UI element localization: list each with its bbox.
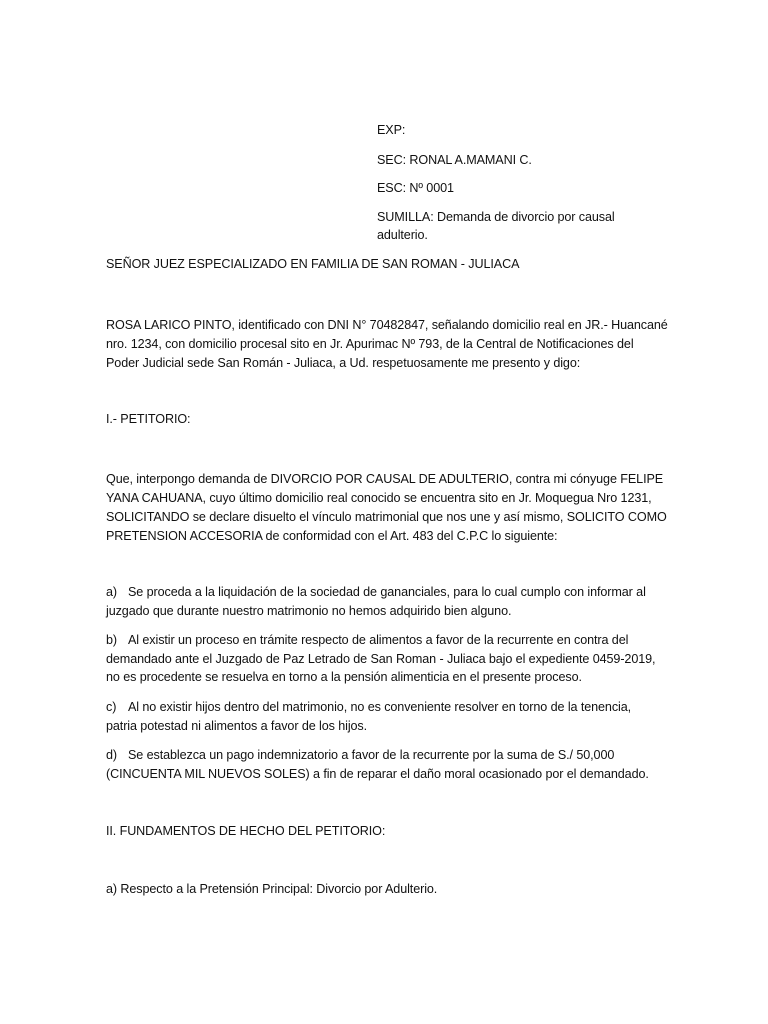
sumilla-line-1: SUMILLA: Demanda de divorcio por causal (377, 210, 615, 224)
item-label: d) (106, 748, 117, 762)
section-fundamentos-title: II. FUNDAMENTOS DE HECHO DEL PETITORIO: (106, 824, 386, 838)
item-text: juzgado que durante nuestro matrimonio no hemos adquirido bien alguno. (106, 604, 512, 618)
item-text: Al existir un proceso en trámite respecto de alimentos a favor de la recurrente en contra del (128, 633, 629, 647)
item-text: Se proceda a la liquidación de la sociedad de gananciales, para lo cual cumplo con informar al (128, 585, 646, 599)
item-text: no es procedente se resuelva en torno a la pensión alimenticia en el presente proceso. (106, 670, 582, 684)
intro-line-2: nro. 1234, con domicilio procesal sito en Jr. Apurimac Nº 793, de la Central de Notificaciones del (106, 337, 634, 351)
addressee-heading: SEÑOR JUEZ ESPECIALIZADO EN FAMILIA DE SAN ROMAN - JULIACA (106, 257, 520, 271)
item-text: Se establezca un pago indemnizatorio a favor de la recurrente por la suma de S./ 50,000 (128, 748, 615, 762)
list-item (106, 631, 628, 650)
intro-line-3: Poder Judicial sede San Román - Juliaca, a Ud. respetuosamente me presento y digo: (106, 356, 581, 370)
list-item (106, 746, 614, 765)
exp-line: EXP: (377, 123, 406, 137)
list-item (106, 698, 631, 717)
sec-line: SEC: RONAL A.MAMANI C. (377, 153, 532, 167)
section-petitorio-title: I.- PETITORIO: (106, 412, 191, 426)
sumilla-line-2: adulterio. (377, 228, 428, 242)
list-item (106, 583, 646, 602)
esc-line: ESC: Nº 0001 (377, 181, 454, 195)
petitorio-line-4: PRETENSION ACCESORIA de conformidad con el Art. 483 del C.P.C lo siguiente: (106, 529, 558, 543)
petitorio-line-3: SOLICITANDO se declare disuelto el vínculo matrimonial que nos une y así mismo, SOLICITO COMO (106, 510, 667, 524)
item-text: demandado ante el Juzgado de Paz Letrado de San Roman - Juliaca bajo el expediente 0459-2019, (106, 652, 656, 666)
petitorio-line-2: YANA CAHUANA, cuyo último domicilio real conocido se encuentra sito en Jr. Moquegua Nro 1231, (106, 491, 652, 505)
petitorio-line-1: Que, interpongo demanda de DIVORCIO POR CAUSAL DE ADULTERIO, contra mi cónyuge FELIPE (106, 472, 664, 486)
item-text: (CINCUENTA MIL NUEVOS SOLES) a fin de reparar el daño moral ocasionado por el demandado. (106, 767, 649, 781)
subsection-a-title: a) Respecto a la Pretensión Principal: Divorcio por Adulterio. (106, 882, 438, 896)
item-label: c) (106, 700, 117, 714)
intro-line-1: ROSA LARICO PINTO, identificado con DNI N° 70482847, señalando domicilio real en JR.- Huancané (106, 318, 668, 332)
item-label: a) (106, 585, 117, 599)
item-text: patria potestad ni alimentos a favor de los hijos. (106, 719, 368, 733)
item-text: Al no existir hijos dentro del matrimonio, no es conveniente resolver en torno de la tenencia, (128, 700, 632, 714)
item-label: b) (106, 633, 117, 647)
